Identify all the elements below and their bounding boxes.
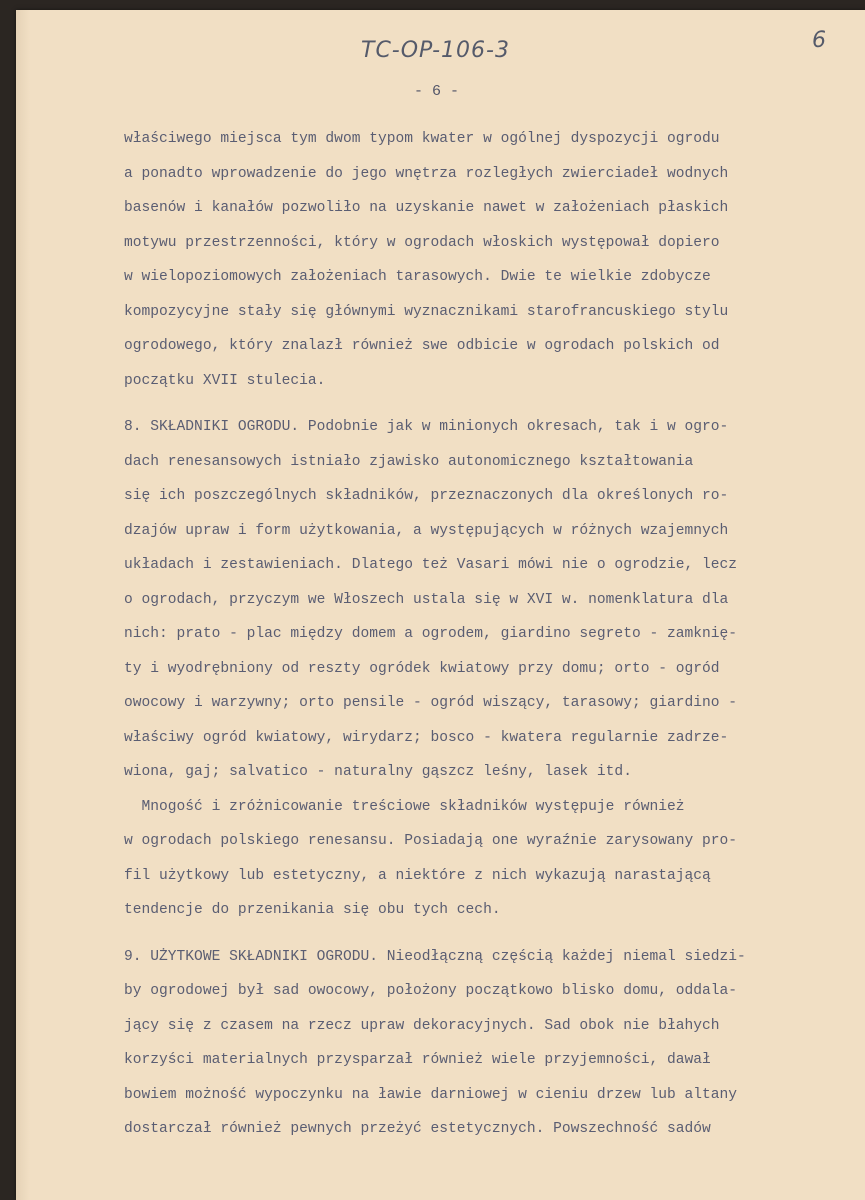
text-line: dzajów upraw i form użytkowania, a występujących w różnych wzajemnych (124, 522, 729, 539)
text-line: tendencje do przenikania się obu tych cech. (124, 902, 501, 918)
text-line: początku XVII stulecia. (124, 372, 326, 389)
text-line: wiona, gaj; salvatico - naturalny gąszcz leśny, lasek itd. (124, 764, 632, 780)
text-line: dostarczał również pewnych przeżyć estetycznych. Powszechność sadów (124, 1121, 711, 1137)
text-line: dach renesansowych istniało zjawisko autonomicznego kształtowania (124, 453, 694, 470)
document-body (124, 122, 854, 1147)
text-line: nich: prato - plac między domem a ogrodem, giardino segreto - zamknię- (124, 626, 738, 642)
text-line: się ich poszczególnych składników, przeznaczonych dla określonych ro- (124, 488, 729, 504)
paragraph-9-uzytkowe-skladniki (124, 940, 854, 1147)
paragraph-8-skladniki-ogrodu (124, 410, 854, 928)
text-line: w ogrodach polskiego renesansu. Posiadają one wyraźnie zarysowany pro- (124, 833, 738, 849)
text-line: fil użytkowy lub estetyczny, a niektóre z nich wykazują narastającą (124, 867, 711, 884)
text-line: by ogrodowej był sad owocowy, położony początkowo blisko domu, oddala- (124, 983, 738, 999)
text-line: w wielopoziomowych założeniach tarasowych. Dwie te wielkie zdobycze (124, 269, 711, 285)
text-line: ty i wyodrębniony od reszty ogródek kwiatowy przy domu; orto - ogród (124, 660, 720, 677)
text-line: właściwy ogród kwiatowy, wirydarz; bosco - kwatera regularnie zadrze- (124, 729, 729, 746)
text-line: kompozycyjne stały się głównymi wyznacznikami starofrancuskiego stylu (124, 303, 729, 320)
text-line: Mnogość i zróżnicowanie treściowe składników występuje również (124, 798, 685, 815)
text-line: właściwego miejsca tym dwom typom kwater w ogólnej dyspozycji ogrodu (124, 131, 720, 147)
paragraph-1 (124, 122, 854, 398)
text-line: ogrodowego, który znalazł również swe odbicie w ogrodach polskich od (124, 338, 720, 354)
text-line: a ponadto wprowadzenie do jego wnętrza rozległych zwierciadeł wodnych (124, 165, 729, 182)
text-line: bowiem możność wypoczynku na ławie darniowej w cieniu drzew lub altany (124, 1086, 738, 1103)
text-line: 9. UŻYTKOWE SKŁADNIKI OGRODU. Nieodłączną częścią każdej niemal siedzi- (124, 948, 746, 965)
text-line: o ogrodach, przyczym we Włoszech ustala się w XVI w. nomenklatura dla (124, 591, 729, 608)
text-line: układach i zestawieniach. Dlatego też Vasari mówi nie o ogrodzie, lecz (124, 557, 738, 573)
text-line: jący się z czasem na rzecz upraw dekoracyjnych. Sad obok nie błahych (124, 1017, 720, 1034)
corner-page-number: 6 (812, 28, 826, 53)
text-line: 8. SKŁADNIKI OGRODU. Podobnie jak w minionych okresach, tak i w ogro- (124, 419, 729, 435)
page-number: - 6 - (414, 83, 460, 100)
typewritten-page (16, 10, 865, 1200)
text-line: motywu przestrzenności, który w ogrodach włoskich występował dopiero (124, 234, 720, 251)
text-line: korzyści materialnych przysparzał również wiele przyjemności, dawał (124, 1052, 711, 1068)
text-line: owocowy i warzywny; orto pensile - ogród wiszący, tarasowy; giardino - (124, 695, 738, 711)
archive-code: TC-OP-106-3 (361, 38, 510, 63)
text-line: basenów i kanałów pozwoliło na uzyskanie nawet w założeniach płaskich (124, 200, 729, 216)
